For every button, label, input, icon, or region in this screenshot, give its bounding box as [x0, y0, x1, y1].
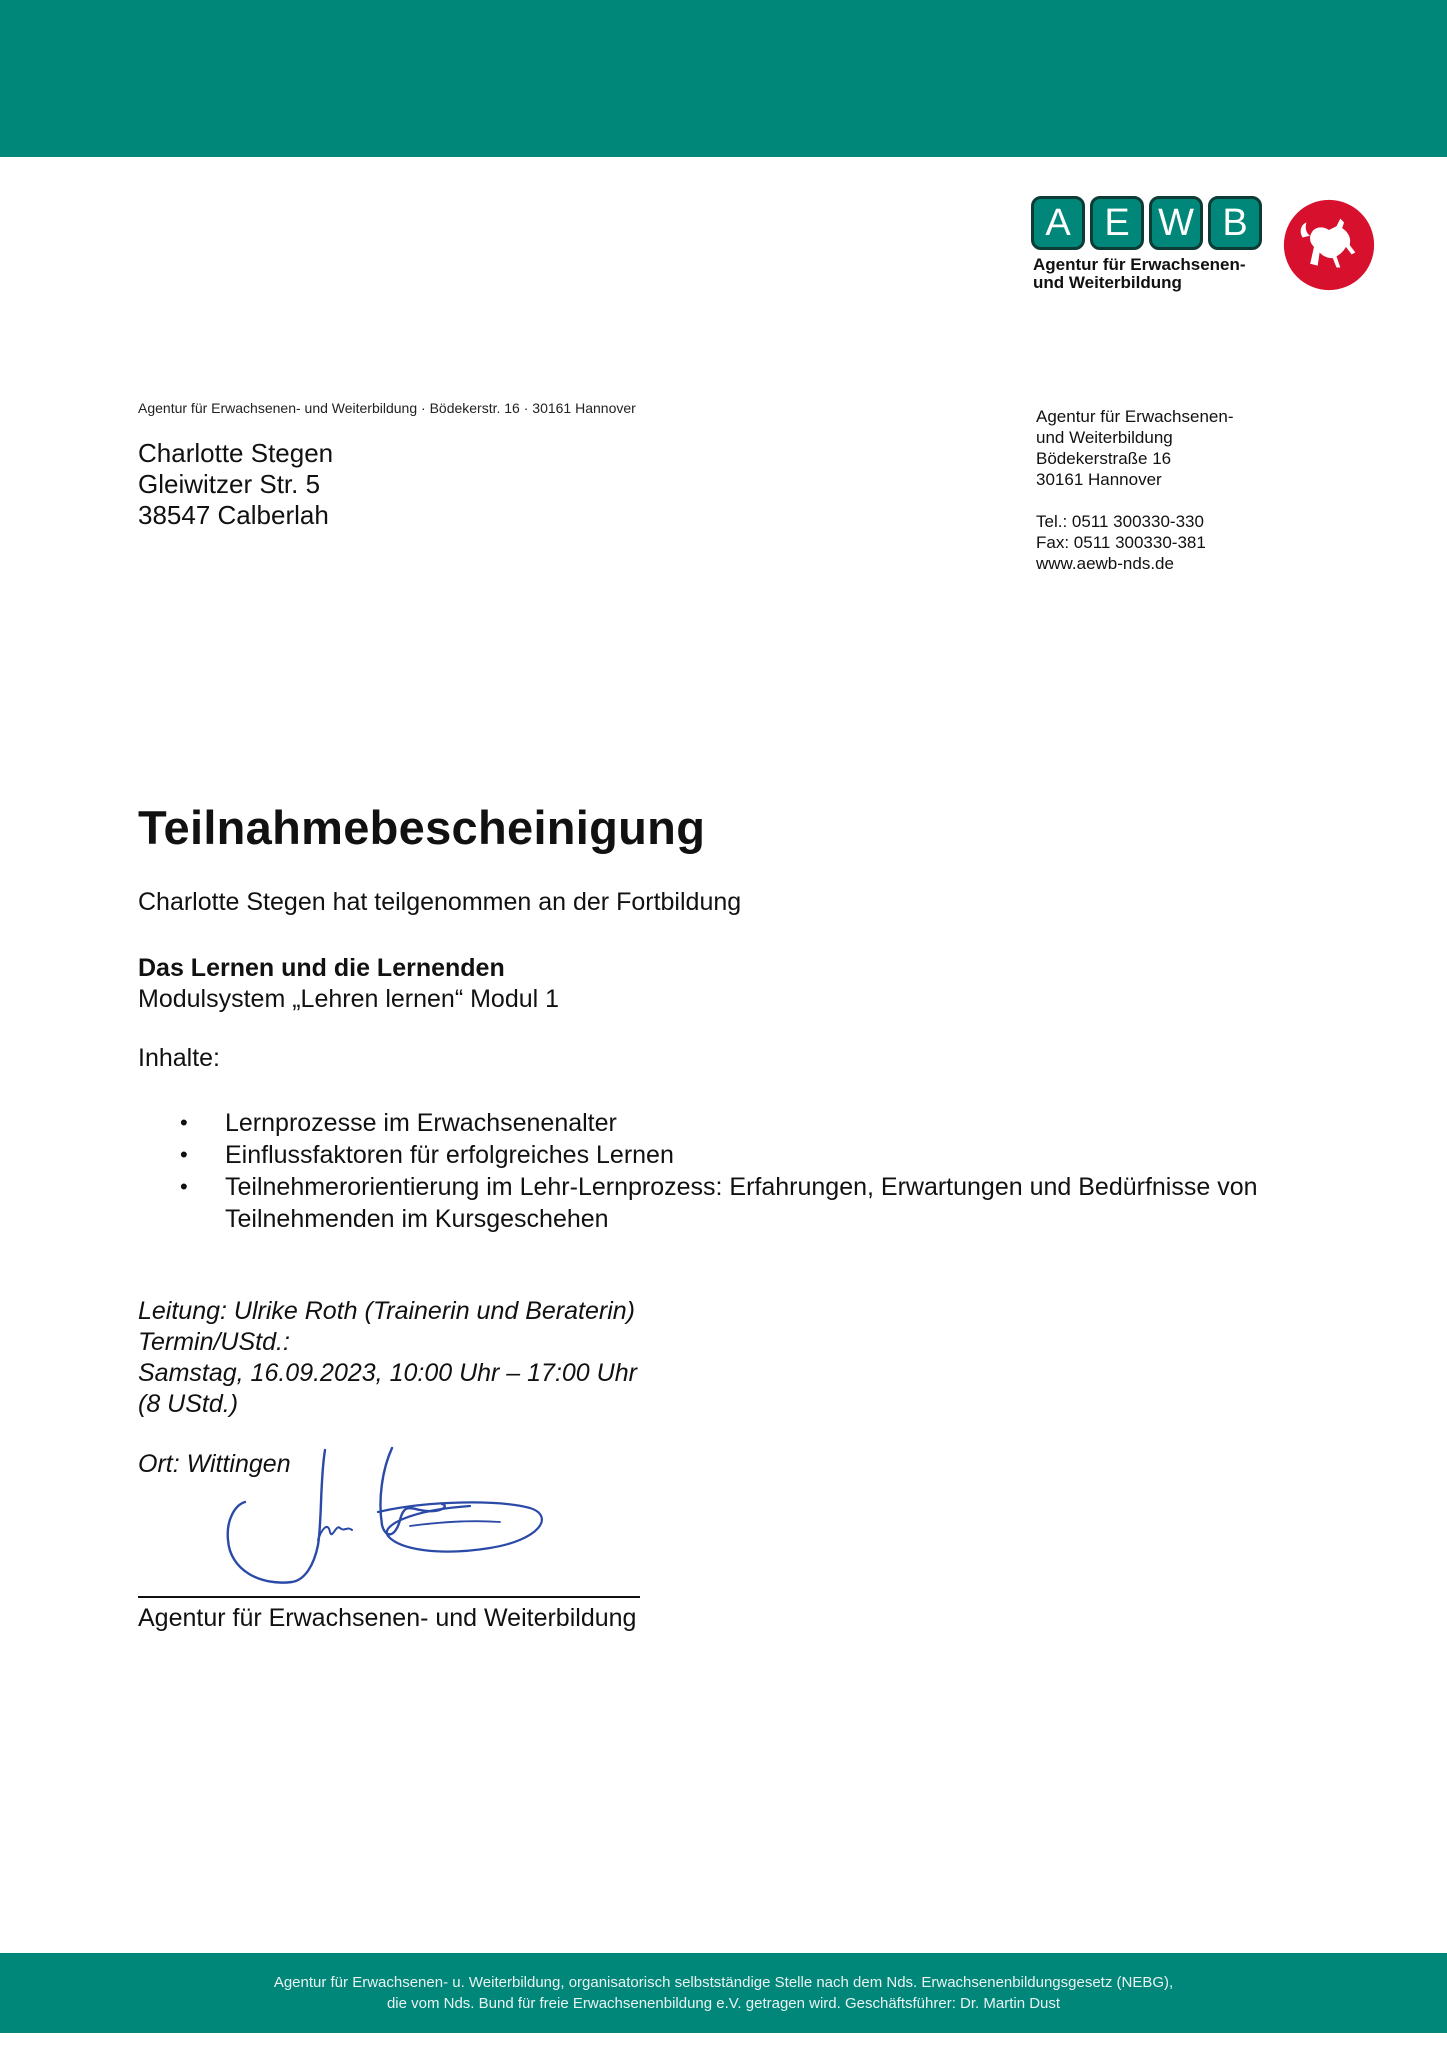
contact-org-line2: und Weiterbildung: [1036, 428, 1173, 447]
list-item: • Lernprozesse im Erwachsenenalter: [180, 1107, 1340, 1139]
intro-text: Charlotte Stegen hat teilgenommen an der Fortbildung: [138, 888, 742, 916]
signature-caption: Agentur für Erwachsenen- und Weiterbildung: [138, 1604, 637, 1632]
signature-line: [138, 1596, 640, 1598]
logo-letter: B: [1208, 196, 1262, 250]
logo-text: [1033, 256, 1246, 292]
footer-line2: die vom Nds. Bund für freie Erwachsenenbildung e.V. getragen wird. Geschäftsführer: Dr. Martin Dust: [386, 1995, 1061, 2012]
recipient-address: [138, 438, 333, 531]
aewb-logo: [1031, 196, 1381, 296]
header-band: [0, 0, 1447, 157]
ustd: (8 UStd.): [138, 1390, 239, 1418]
leitung: Leitung: Ulrike Roth (Trainerin und Beraterin): [138, 1297, 635, 1325]
recipient-city: 38547 Calberlah: [138, 500, 329, 530]
termin: Samstag, 16.09.2023, 10:00 Uhr – 17:00 Uhr: [138, 1359, 637, 1387]
location: Ort: Wittingen: [138, 1450, 291, 1478]
recipient-name: Charlotte Stegen: [138, 438, 334, 468]
course-module: Modulsystem „Lehren lernen“ Modul 1: [138, 985, 560, 1013]
logo-text-line1: Agentur für Erwachsenen-: [1033, 255, 1246, 274]
logo-text-line2: und Weiterbildung: [1033, 273, 1182, 292]
logo-letters: [1031, 196, 1262, 250]
footer-line1: Agentur für Erwachsenen- u. Weiterbildung, organisatorisch selbstständige Stelle nach dem Nds. Erwachsenenbildungsgesetz (NEBG),: [273, 1974, 1174, 1991]
contact-web[interactable]: www.aewb-nds.de: [1036, 554, 1174, 573]
logo-letter: W: [1149, 196, 1203, 250]
contents-list: [180, 1107, 1340, 1235]
termin-label: Termin/UStd.:: [138, 1328, 290, 1356]
contact-block: [1036, 406, 1234, 574]
signature: [210, 1440, 550, 1590]
contact-org-line1: Agentur für Erwachsenen-: [1036, 407, 1234, 426]
logo-letter: E: [1090, 196, 1144, 250]
contact-street: Bödekerstraße 16: [1036, 449, 1172, 468]
sender-address-line: Agentur für Erwachsenen- und Weiterbildung · Bödekerstr. 16 · 30161 Hannover: [138, 400, 636, 416]
course-details: [138, 1296, 637, 1420]
contact-fax: Fax: 0511 300330-381: [1036, 533, 1206, 552]
course-name: Das Lernen und die Lernenden: [138, 954, 505, 982]
contact-city: 30161 Hannover: [1036, 470, 1162, 489]
recipient-street: Gleiwitzer Str. 5: [138, 469, 321, 499]
list-item: • Einflussfaktoren für erfolgreiches Lernen: [180, 1139, 1340, 1171]
footer-band: [0, 1953, 1447, 2033]
list-item: • Teilnehmerorientierung im Lehr-Lernprozess: Erfahrungen, Erwartungen und Bedürfnisse von Teilnehmenden im Kursgeschehen: [180, 1171, 1340, 1235]
course-info: [138, 953, 559, 1015]
contents-label: Inhalte:: [138, 1044, 221, 1072]
contact-tel: Tel.: 0511 300330-330: [1036, 512, 1204, 531]
logo-letter: A: [1031, 196, 1085, 250]
document-title: Teilnahmebescheinigung: [138, 801, 706, 854]
lower-saxony-horse-icon: [1282, 198, 1376, 292]
